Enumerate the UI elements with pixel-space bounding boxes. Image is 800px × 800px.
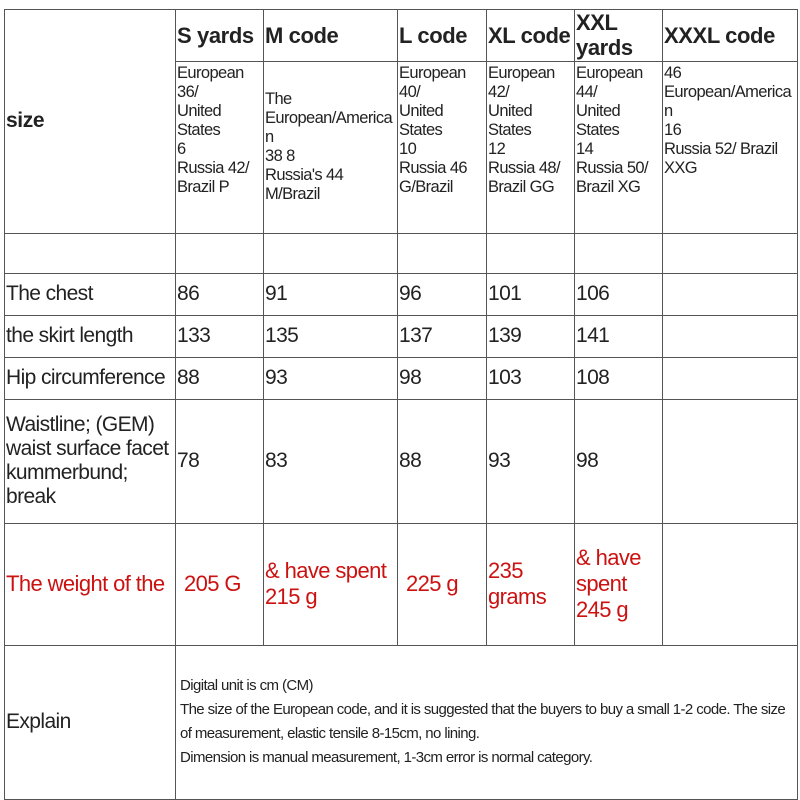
col-s-header: S yards	[176, 10, 264, 62]
row-label: The chest	[5, 273, 176, 315]
weight-value	[663, 523, 798, 645]
value-cell: 108	[575, 357, 663, 399]
explain-row	[5, 645, 798, 799]
row-label: the skirt length	[5, 315, 176, 357]
conversion-xxxl: 46 European/American 16 Russia 52/ Brazil XXG	[663, 61, 798, 233]
value-cell: 96	[398, 273, 487, 315]
value-cell: 139	[487, 315, 575, 357]
explain-label: Explain	[5, 645, 176, 799]
value-cell: 101	[487, 273, 575, 315]
skirt-length-row	[5, 315, 798, 357]
blank-cell	[264, 233, 398, 273]
conversion-xl: European 42/ United States 12 Russia 48/ Brazil GG	[487, 61, 575, 233]
weight-value: 205 G	[176, 523, 264, 645]
conversion-xxl: European 44/ United States 14 Russia 50/ Brazil XG	[575, 61, 663, 233]
header-row	[5, 10, 798, 62]
row-label: Hip circumference	[5, 357, 176, 399]
waistline-row	[5, 399, 798, 523]
explain-line: Dimension is manual measurement, 1-3cm error is normal category.	[180, 749, 593, 767]
blank-cell	[663, 233, 798, 273]
value-cell: 141	[575, 315, 663, 357]
conversion-s: European 36/ United States 6 Russia 42/ Brazil P	[176, 61, 264, 233]
chest-row	[5, 273, 798, 315]
value-cell: 103	[487, 357, 575, 399]
value-cell: 78	[176, 399, 264, 523]
value-cell: 133	[176, 315, 264, 357]
blank-cell	[5, 233, 176, 273]
value-cell: 83	[264, 399, 398, 523]
col-m-header: M code	[264, 10, 398, 62]
weight-value: & have spent 245 g	[575, 523, 663, 645]
hip-row	[5, 357, 798, 399]
value-cell: 137	[398, 315, 487, 357]
blank-cell	[487, 233, 575, 273]
explain-line: The size of the European code, and it is suggested that the buyers to buy a small 1-2 code. The size of measurement, elastic tensile 8-15cm, no lining.	[180, 701, 786, 743]
value-cell: 86	[176, 273, 264, 315]
blank-cell	[176, 233, 264, 273]
blank-row	[5, 233, 798, 273]
col-xxl-header: XXL yards	[575, 10, 663, 62]
explain-text	[176, 645, 798, 799]
weight-value: & have spent 215 g	[264, 523, 398, 645]
value-cell: 88	[176, 357, 264, 399]
explain-line: Digital unit is cm (CM)	[180, 677, 313, 695]
row-label: Waistline; (GEM) waist surface facet kummerbund; break	[5, 399, 176, 523]
value-cell	[663, 273, 798, 315]
value-cell	[663, 399, 798, 523]
value-cell: 106	[575, 273, 663, 315]
col-xxxl-header: XXXL code	[663, 10, 798, 62]
conversion-m: The European/American 38 8 Russia's 44 M/Brazil	[264, 61, 398, 233]
value-cell: 98	[398, 357, 487, 399]
weight-value: 235 grams	[487, 523, 575, 645]
value-cell: 93	[264, 357, 398, 399]
conversion-l: European 40/ United States 10 Russia 46 G/Brazil	[398, 61, 487, 233]
value-cell: 98	[575, 399, 663, 523]
value-cell	[663, 357, 798, 399]
blank-cell	[575, 233, 663, 273]
weight-label: The weight of the	[5, 523, 176, 645]
value-cell	[663, 315, 798, 357]
col-l-header: L code	[398, 10, 487, 62]
value-cell: 93	[487, 399, 575, 523]
size-chart-table	[4, 9, 798, 800]
value-cell: 88	[398, 399, 487, 523]
weight-row	[5, 523, 798, 645]
size-label: size	[5, 10, 176, 234]
value-cell: 135	[264, 315, 398, 357]
value-cell: 91	[264, 273, 398, 315]
blank-cell	[398, 233, 487, 273]
col-xl-header: XL code	[487, 10, 575, 62]
weight-value: 225 g	[398, 523, 487, 645]
